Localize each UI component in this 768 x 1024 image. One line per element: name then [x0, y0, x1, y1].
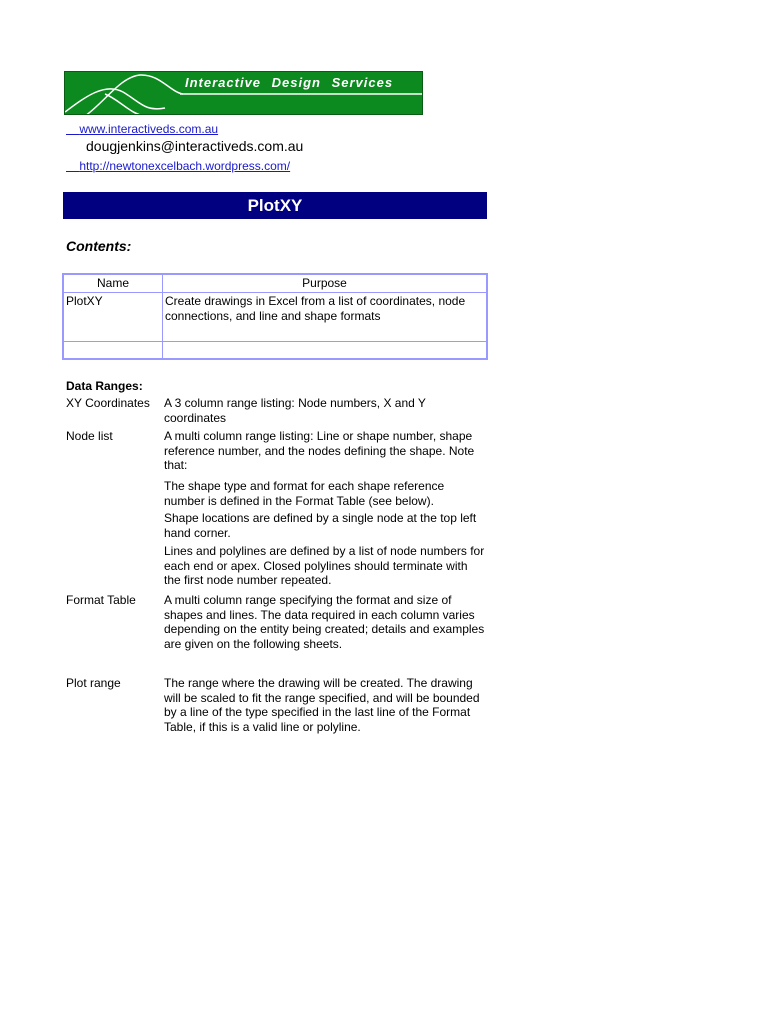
table-row-empty [63, 342, 487, 360]
email-address: dougjenkins@interactiveds.com.au [86, 138, 304, 154]
row-name: PlotXY [63, 293, 163, 342]
node-list-note-1: The shape type and format for each shape reference number is defined in the Format Table (see below). [164, 479, 445, 508]
node-list-note-2: Shape locations are defined by a single node at the top left hand corner. [164, 511, 477, 540]
website-link[interactable]: www.interactiveds.com.au [79, 122, 219, 136]
node-list-note-3: Lines and polylines are defined by a list of node numbers for each end or apex. Closed polylines should terminate with the first node number repeated. [164, 544, 485, 587]
contents-header-row [63, 274, 487, 293]
contents-heading: Contents: [66, 238, 132, 254]
format-table-label: Format Table [66, 593, 136, 607]
xy-coordinates-description: A 3 column range listing: Node numbers, X and Y coordinates [164, 396, 426, 425]
page-title: PlotXY [63, 192, 487, 219]
company-logo-banner [64, 71, 423, 115]
column-header-purpose: Purpose [163, 274, 488, 293]
node-list-label: Node list [66, 429, 113, 443]
format-table-description: A multi column range specifying the format and size of shapes and lines. The data required in each column varies depending on the entity being created; details and examples are given on the following sheets. [164, 593, 485, 651]
banner-title: Interactive Design Services [185, 75, 394, 90]
data-ranges-heading: Data Ranges: [66, 379, 143, 393]
contents-table [62, 273, 488, 360]
blog-link[interactable]: http://newtonexcelbach.wordpress.com/ [79, 159, 291, 173]
xy-coordinates-label: XY Coordinates [66, 396, 150, 410]
plot-range-description: The range where the drawing will be created. The drawing will be scaled to fit the range specified, and will be bounded by a line of the type specified in the last line of the Format Table, if this is a valid line or polyline. [164, 676, 480, 734]
row-purpose: Create drawings in Excel from a list of coordinates, node connections, and line and shape formats [163, 293, 488, 342]
column-header-name: Name [63, 274, 163, 293]
table-row[interactable] [63, 293, 487, 342]
plot-range-label: Plot range [66, 676, 121, 690]
node-list-description: A multi column range listing: Line or shape number, shape reference number, and the nodes defining the shape. Note that: [164, 429, 475, 472]
